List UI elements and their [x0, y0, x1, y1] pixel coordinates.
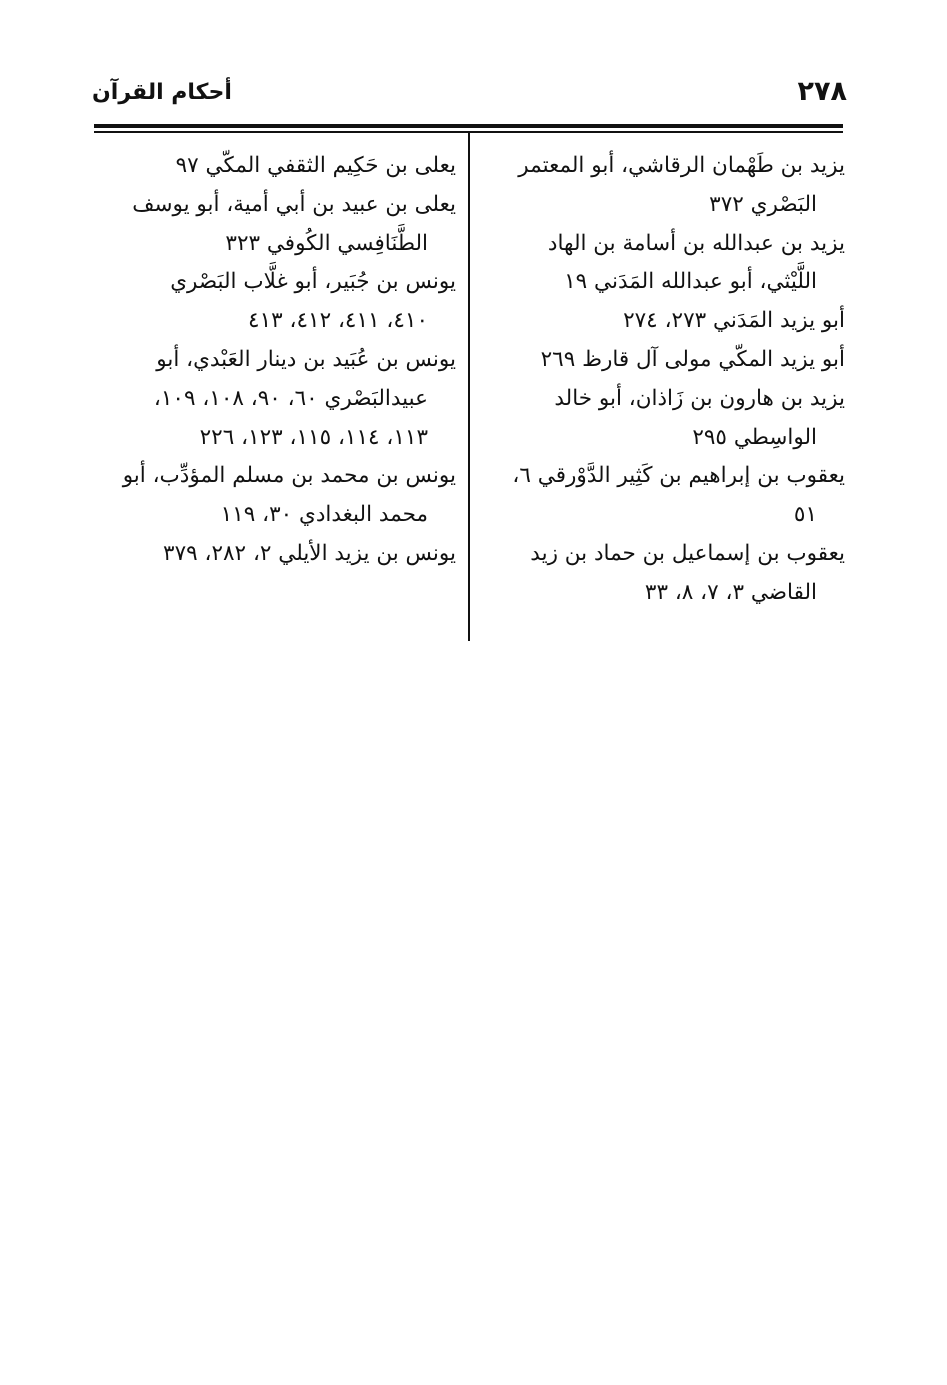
entry-line: القاضي ٣، ٧، ٨، ٣٣	[644, 579, 817, 605]
entry-line: يعلى بن عبيد بن أبي أمية، أبو يوسف	[132, 191, 456, 217]
index-entry	[488, 302, 845, 341]
index-entry	[488, 225, 845, 303]
index-entry	[96, 341, 456, 457]
index-entry	[488, 380, 845, 458]
entry-line: محمد البغدادي ٣٠، ١١٩	[220, 502, 428, 528]
entry-line: الطَّنَافِسي الكُوفي ٣٢٣	[225, 230, 428, 256]
entry-line: ١١٣، ١١٤، ١١٥، ١٢٣، ٢٢٦	[199, 424, 428, 450]
index-entry	[96, 535, 456, 574]
entry-line: يونس بن محمد بن مسلم المؤدِّب، أبو	[122, 463, 456, 489]
entry-line: البَصْري ٣٧٢	[709, 191, 817, 217]
entry-line: يعقوب بن إبراهيم بن كَثِير الدَّوْرقي ٦،	[512, 463, 845, 489]
entry-line: أبو يزيد المكّي مولى آل قارظ ٢٦٩	[540, 346, 845, 372]
entry-line: يزيد بن عبدالله بن أسامة بن الهاد	[547, 230, 845, 256]
running-title: أحكام القرآن	[92, 80, 232, 105]
header-rule-thick	[94, 124, 843, 128]
entry-line: اللَّيْثي، أبو عبدالله المَدَني ١٩	[564, 269, 817, 295]
index-entry	[488, 457, 845, 535]
index-entry	[96, 263, 456, 341]
entry-line: ٤١٠، ٤١١، ٤١٢، ٤١٣	[248, 308, 428, 334]
index-column-right	[488, 147, 845, 613]
entry-line: يزيد بن هارون بن زَاذان، أبو خالد	[554, 385, 845, 411]
index-entry	[96, 147, 456, 186]
entry-line: الواسِطي ٢٩٥	[692, 424, 817, 450]
entry-line: عبيدالبَصْري ٦٠، ٩٠، ١٠٨، ١٠٩،	[153, 385, 428, 411]
index-entry	[488, 341, 845, 380]
entry-line: يونس بن يزيد الأيلي ٢، ٢٨٢، ٣٧٩	[163, 540, 456, 566]
entry-line: يعلى بن حَكِيم الثقفي المكّي ٩٧	[175, 153, 456, 178]
entry-line: يونس بن جُبَير، أبو غلَّاب البَصْري	[170, 269, 456, 295]
index-entry	[96, 186, 456, 264]
index-entry	[488, 147, 845, 225]
entry-line: يعقوب بن إسماعيل بن حماد بن زيد	[530, 540, 845, 566]
entry-line: يزيد بن طَهْمان الرقاشي، أبو المعتمر	[518, 153, 845, 178]
column-divider	[468, 133, 470, 641]
index-entry	[488, 535, 845, 613]
entry-line: ٥١	[793, 502, 817, 528]
entry-line: يونس بن عُبَيد بن دينار العَبْدي، أبو	[156, 346, 456, 372]
index-column-left	[96, 147, 456, 574]
index-entry	[96, 457, 456, 535]
entry-line: أبو يزيد المَدَني ٢٧٣، ٢٧٤	[623, 308, 845, 334]
page-number: ٢٧٨	[797, 76, 847, 107]
